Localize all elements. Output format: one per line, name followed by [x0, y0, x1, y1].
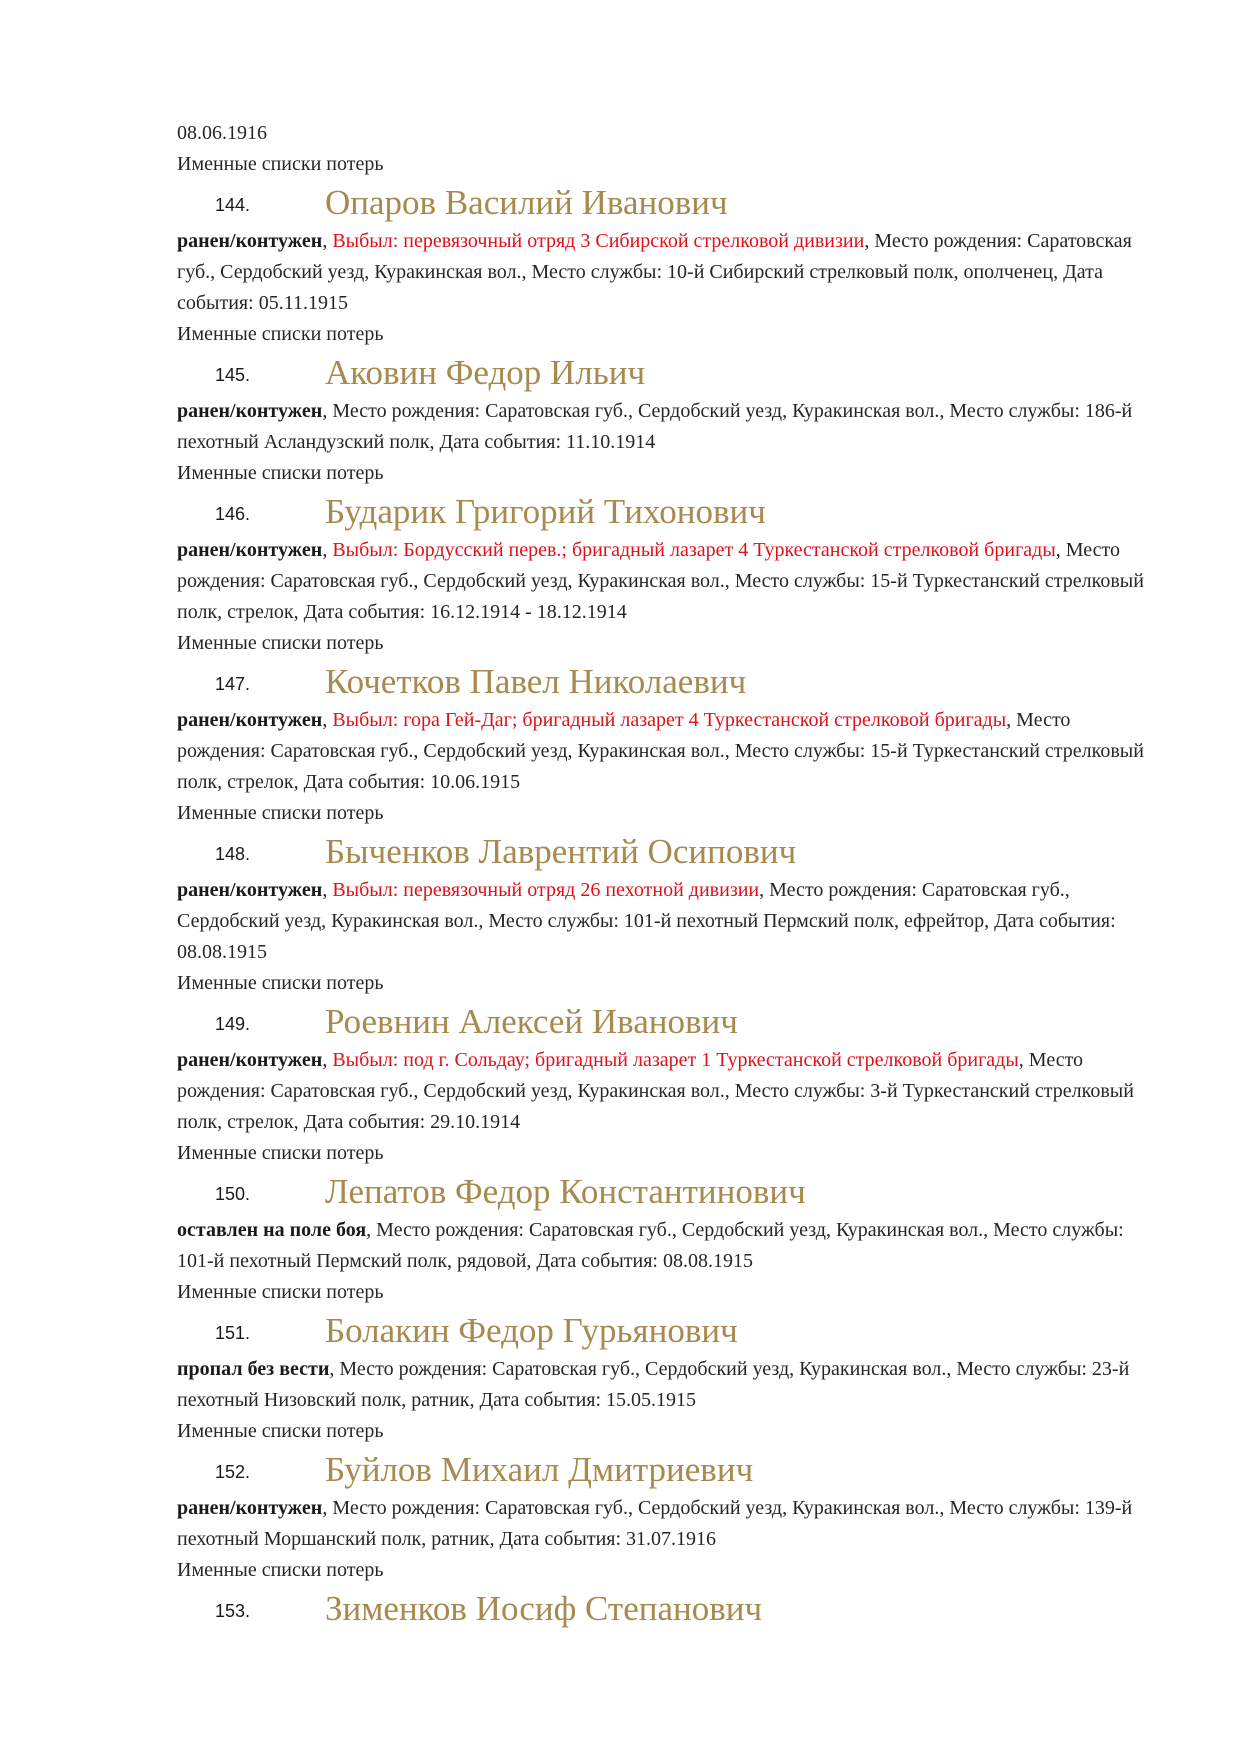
entry-status: ранен/контужен	[177, 230, 323, 252]
entry-info: , Место рождения: Саратовская губ., Сердобский уезд, Куракинская вол., Место службы: 23-й пехотный Низовский полк, ратник, Дата события: 15.05.1915	[177, 1358, 1130, 1411]
entry-number: 147.	[215, 674, 251, 694]
entry-heading	[177, 350, 1157, 396]
entry-dropout: Выбыл: перевязочный отряд 26 пехотной дивизии	[332, 879, 760, 901]
entry-status: ранен/контужен	[177, 539, 323, 561]
entry-status: ранен/контужен	[177, 709, 323, 731]
entry-number: 153.	[215, 1601, 251, 1621]
entry-number: 145.	[215, 365, 251, 385]
source-label: Именные списки потерь	[177, 153, 384, 175]
entry-status: оставлен на поле боя	[177, 1219, 367, 1241]
entry-dropout: Выбыл: гора Гей-Даг; бригадный лазарет 4 Туркестанской стрелковой бригады	[332, 709, 1007, 731]
entry-status: ранен/контужен	[177, 879, 323, 901]
entry-heading	[177, 999, 1157, 1045]
entry-name: Аковин Федор Ильич	[325, 353, 646, 392]
entry-number: 151.	[215, 1323, 251, 1343]
entry-heading	[177, 180, 1157, 226]
entry-info: , Место рождения: Саратовская губ., Сердобский уезд, Куракинская вол., Место службы: 186-й пехотный Асландузский полк, Дата события: 11.10.1914	[177, 400, 1133, 453]
entry-status: пропал без вести	[177, 1358, 330, 1380]
entry-status: ранен/контужен	[177, 1497, 323, 1519]
entry-status: ранен/контужен	[177, 400, 323, 422]
entry-source: Именные списки потерь	[177, 632, 384, 654]
entry-number: 146.	[215, 504, 251, 524]
entry-status: ранен/контужен	[177, 1049, 323, 1071]
entry-name: Лепатов Федор Константинович	[325, 1172, 806, 1211]
entry-name: Бударик Григорий Тихонович	[325, 492, 766, 531]
entry-name: Буйлов Михаил Дмитриевич	[325, 1450, 754, 1489]
entry-source: Именные списки потерь	[177, 462, 384, 484]
entry-heading	[177, 659, 1157, 705]
entry-dropout: Выбыл: Бордусский перев.; бригадный лазарет 4 Туркестанской стрелковой бригады	[332, 539, 1056, 561]
entry-info: , Место рождения: Саратовская губ., Сердобский уезд, Куракинская вол., Место службы: 3-й Туркестанский стрелковый полк, стрелок, Дата события: 29.10.1914	[177, 1049, 1134, 1133]
entry-heading	[177, 489, 1157, 535]
entry-source: Именные списки потерь	[177, 1281, 384, 1303]
entry-number: 152.	[215, 1462, 251, 1482]
entry-details	[177, 1493, 1157, 1555]
entry-source: Именные списки потерь	[177, 323, 384, 345]
entry-details	[177, 1354, 1157, 1416]
entry-name: Опаров Василий Иванович	[325, 183, 728, 222]
entry-info: , Место рождения: Саратовская губ., Сердобский уезд, Куракинская вол., Место службы: 139-й пехотный Моршанский полк, ратник, Дата события: 31.07.1916	[177, 1497, 1133, 1550]
entry-details: ранен/контужен, Выбыл: перевязочный отряд 26 пехотной дивизии, Место рождения: Саратовская губ., Сердобский уезд, Куракинская вол., Место службы: 101-й пехотный Пермский полк, ефрейтор, Дата события: 08.08.1915	[177, 879, 1116, 963]
entry-number: 144.	[215, 195, 251, 215]
entry-heading	[177, 1586, 1157, 1632]
entry-source: Именные списки потерь	[177, 1142, 384, 1164]
entry-info: , Место рождения: Саратовская губ., Сердобский уезд, Куракинская вол., Место службы: 101-й пехотный Пермский полк, рядовой, Дата события: 08.08.1915	[177, 1219, 1124, 1272]
entry-details	[177, 396, 1157, 458]
entry-name: Роевнин Алексей Иванович	[325, 1002, 738, 1041]
entry-source: Именные списки потерь	[177, 802, 384, 824]
entry-source: Именные списки потерь	[177, 1420, 384, 1442]
entry-details: ранен/контужен, Выбыл: Бордусский перев.; бригадный лазарет 4 Туркестанской стрелковой бригады, Место рождения: Саратовская губ., Сердобский уезд, Куракинская вол., Место службы: 15-й Туркестанский стрелковый полк, стрелок, Дата события: 16.12.1914 - 18.12.1914	[177, 539, 1144, 623]
entry-info: , Место рождения: Саратовская губ., Сердобский уезд, Куракинская вол., Место службы: 15-й Туркестанский стрелковый полк, стрелок, Дата события: 10.06.1915	[177, 709, 1144, 793]
entry-dropout: Выбыл: под г. Сольдау; бригадный лазарет 1 Туркестанской стрелковой бригады	[332, 1049, 1019, 1071]
entry-heading	[177, 1308, 1157, 1354]
entry-heading	[177, 829, 1157, 875]
entry-name: Быченков Лаврентий Осипович	[325, 832, 797, 871]
entry-dropout: Выбыл: перевязочный отряд 3 Сибирской стрелковой дивизии	[332, 230, 865, 252]
entry-name: Болакин Федор Гурьянович	[325, 1311, 738, 1350]
entry-info: , Место рождения: Саратовская губ., Сердобский уезд, Куракинская вол., Место службы: 101-й пехотный Пермский полк, ефрейтор, Дата события: 08.08.1915	[177, 879, 1116, 963]
document-page	[177, 118, 1157, 1632]
entry-heading	[177, 1447, 1157, 1493]
header-date: 08.06.1916	[177, 122, 267, 144]
entry-heading	[177, 1169, 1157, 1215]
entry-details: ранен/контужен, Выбыл: перевязочный отряд 3 Сибирской стрелковой дивизии, Место рождения: Саратовская губ., Сердобский уезд, Куракинская вол., Место службы: 10-й Сибирский стрелковый полк, ополченец, Дата события: 05.11.1915	[177, 230, 1132, 314]
entry-info: , Место рождения: Саратовская губ., Сердобский уезд, Куракинская вол., Место службы: 10-й Сибирский стрелковый полк, ополченец, Дата события: 05.11.1915	[177, 230, 1132, 314]
entry-source: Именные списки потерь	[177, 1559, 384, 1581]
entry-details: ранен/контужен, Выбыл: гора Гей-Даг; бригадный лазарет 4 Туркестанской стрелковой бригады, Место рождения: Саратовская губ., Сердобский уезд, Куракинская вол., Место службы: 15-й Туркестанский стрелковый полк, стрелок, Дата события: 10.06.1915	[177, 709, 1144, 793]
entry-number: 150.	[215, 1184, 251, 1204]
entry-info: , Место рождения: Саратовская губ., Сердобский уезд, Куракинская вол., Место службы: 15-й Туркестанский стрелковый полк, стрелок, Дата события: 16.12.1914 - 18.12.1914	[177, 539, 1144, 623]
entry-number: 148.	[215, 844, 251, 864]
entries-list	[177, 180, 1157, 1632]
entry-details: ранен/контужен, Выбыл: под г. Сольдау; бригадный лазарет 1 Туркестанской стрелковой бригады, Место рождения: Саратовская губ., Сердобский уезд, Куракинская вол., Место службы: 3-й Туркестанский стрелковый полк, стрелок, Дата события: 29.10.1914	[177, 1049, 1134, 1133]
entry-details	[177, 1215, 1157, 1277]
entry-name: Кочетков Павел Николаевич	[325, 662, 747, 701]
entry-source: Именные списки потерь	[177, 972, 384, 994]
entry-name: Зименков Иосиф Степанович	[325, 1589, 763, 1628]
entry-number: 149.	[215, 1014, 251, 1034]
